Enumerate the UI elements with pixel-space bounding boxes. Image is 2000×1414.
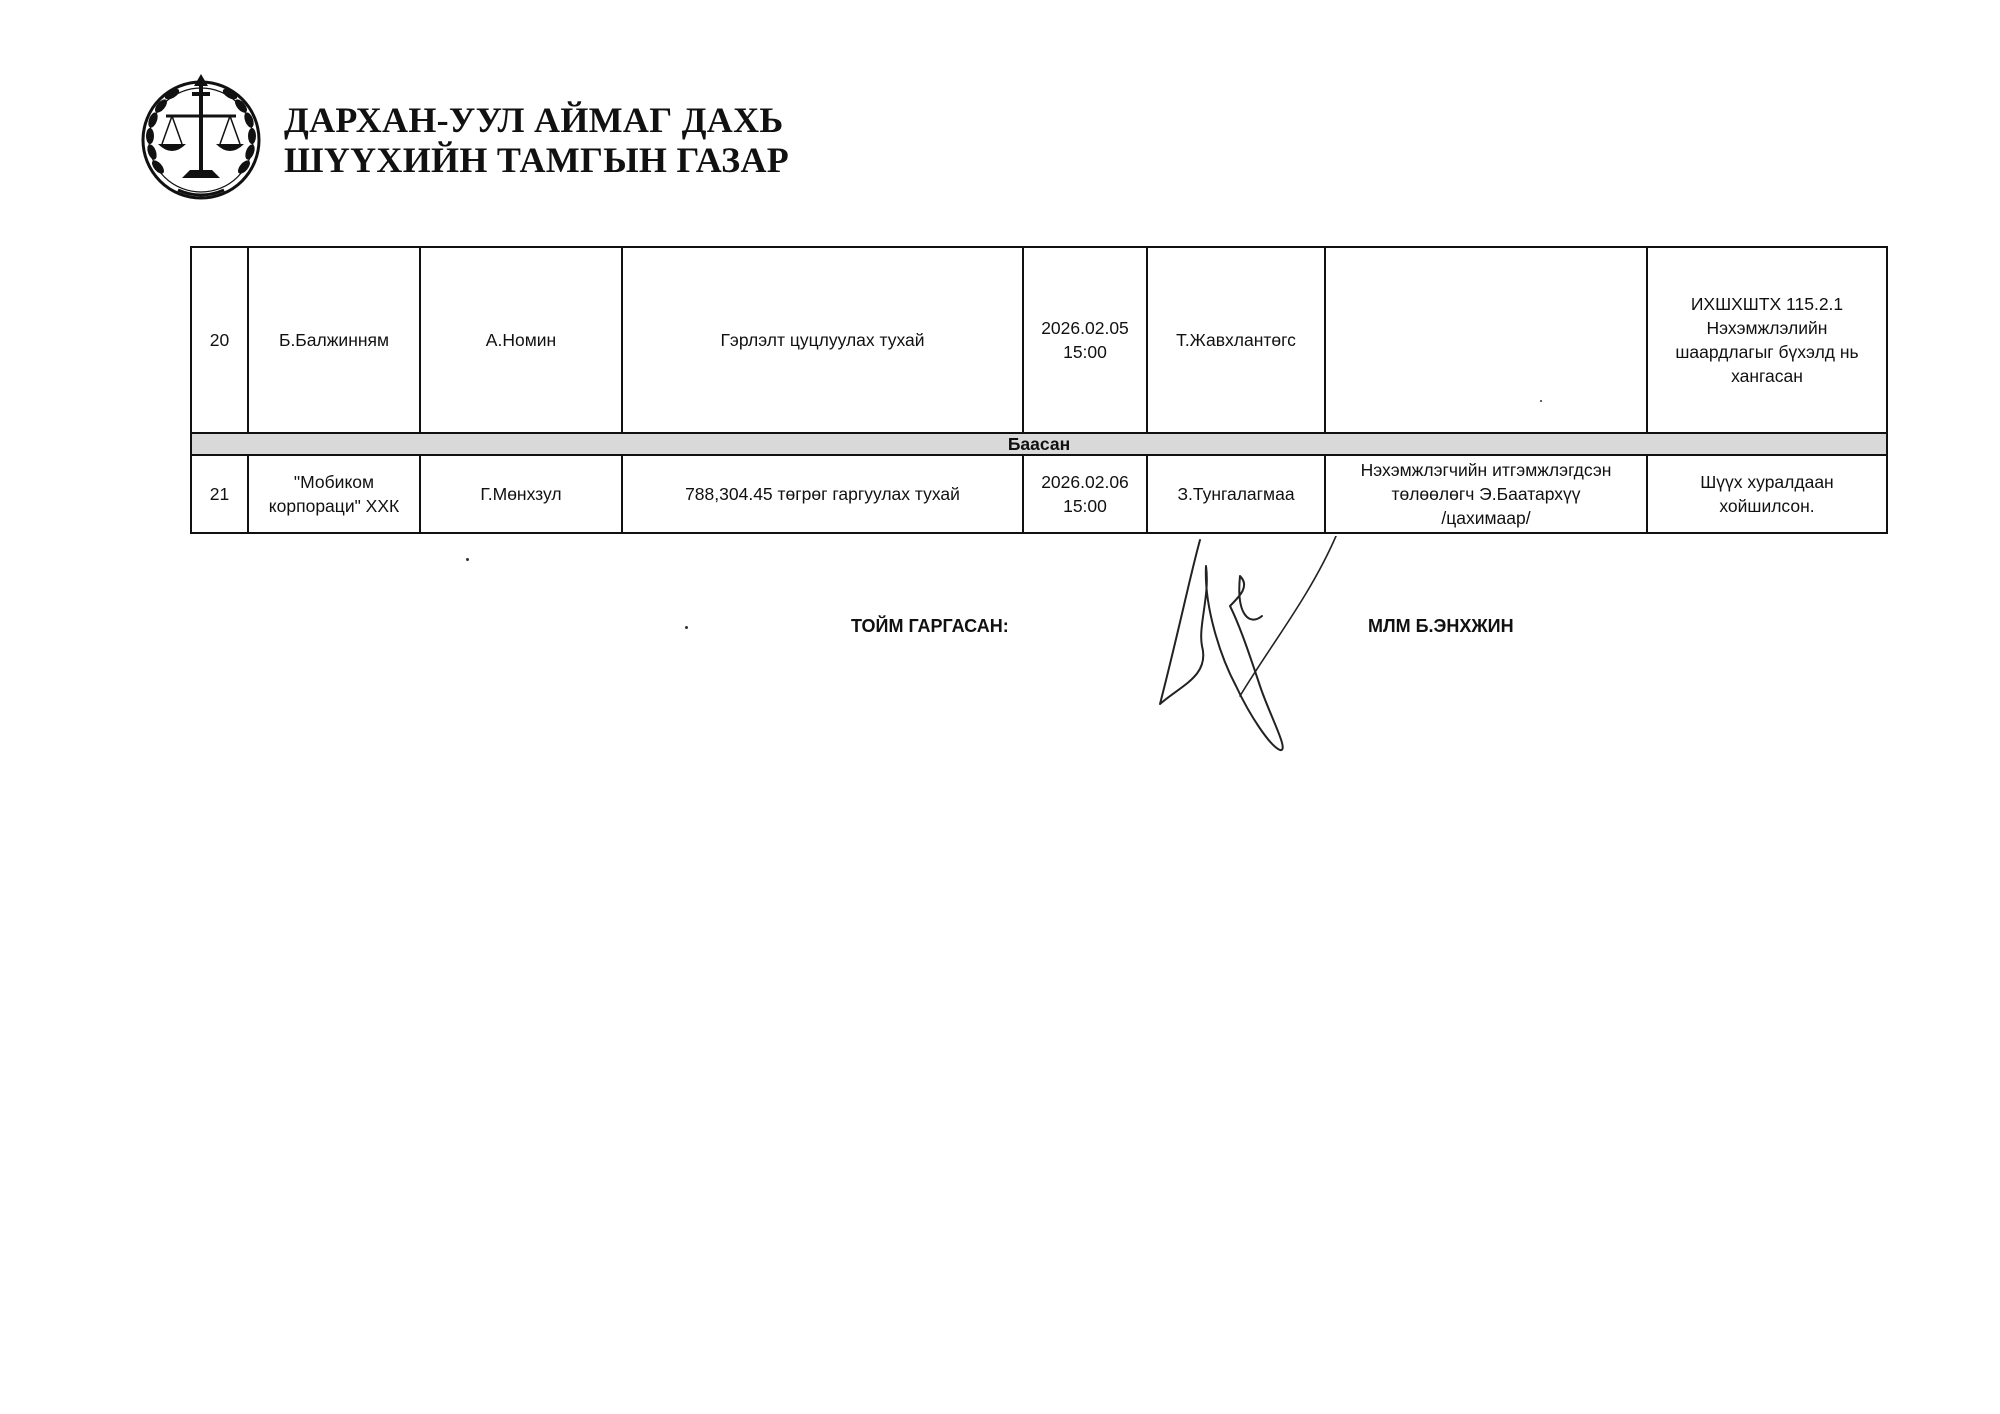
day-separator-row <box>191 433 1887 455</box>
organization-name <box>284 100 789 180</box>
preparer-name: МЛМ Б.ЭНХЖИН <box>1368 616 1514 636</box>
plaintiff-cell: Б.Балжинням <box>248 247 420 433</box>
day-label: Баасан <box>191 433 1887 455</box>
participants-cell: Нэхэмжлэгчийн итгэмжлэгдсэн төлөөлөгч Э.Баатархүү /цахимаар/ <box>1325 455 1647 533</box>
participants-cell <box>1325 247 1647 433</box>
result-cell: Шүүх хуралдаан хойшилсон. <box>1647 455 1887 533</box>
table-row <box>191 455 1887 533</box>
prepared-by-label: ТОЙМ ГАРГАСАН: <box>851 616 1009 636</box>
court-emblem-icon <box>138 72 264 207</box>
signature-icon <box>1140 536 1340 756</box>
row-number: 20 <box>191 247 248 433</box>
result-cell: ИХШХШТХ 115.2.1 Нэхэмжлэлийн шаардлагыг бүхэлд нь хангасан <box>1647 247 1887 433</box>
table-row <box>191 247 1887 433</box>
hearing-schedule-table <box>190 246 1888 534</box>
speck-mark <box>685 626 688 629</box>
judge-cell: З.Тунгалагмаа <box>1147 455 1325 533</box>
organization-name-line1: ДАРХАН-УУЛ АЙМАГ ДАХЬ <box>284 100 784 140</box>
defendant-cell: Г.Мөнхзул <box>420 455 622 533</box>
document-header <box>138 72 1038 207</box>
speck-mark <box>466 558 469 561</box>
hearing-datetime-cell: 2026.02.06 15:00 <box>1023 455 1147 533</box>
row-number: 21 <box>191 455 248 533</box>
hearing-datetime-cell: 2026.02.05 15:00 <box>1023 247 1147 433</box>
judge-cell: Т.Жавхлантөгс <box>1147 247 1325 433</box>
plaintiff-cell: "Мобиком корпораци" ХХК <box>248 455 420 533</box>
case-subject-cell: 788,304.45 төгрөг гаргуулах тухай <box>622 455 1023 533</box>
case-subject-cell: Гэрлэлт цуцлуулах тухай <box>622 247 1023 433</box>
organization-name-line2: ШҮҮХИЙН ТАМГЫН ГАЗАР <box>284 140 790 180</box>
defendant-cell: А.Номин <box>420 247 622 433</box>
speck-mark <box>1540 400 1542 402</box>
